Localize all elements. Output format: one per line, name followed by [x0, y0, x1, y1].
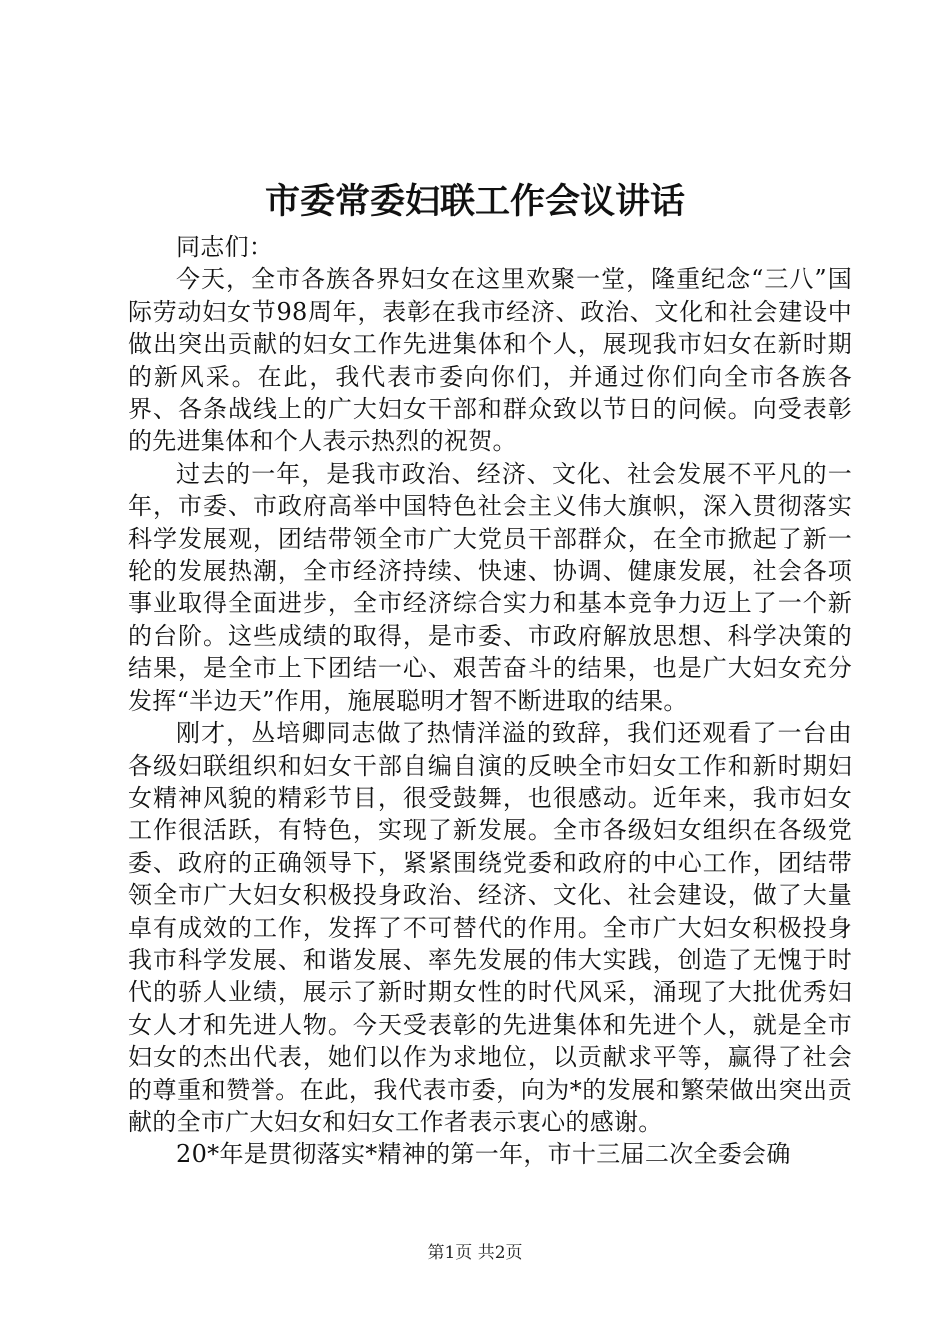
document-title: 市委常委妇联工作会议讲话 — [264, 181, 685, 222]
document-body — [128, 231, 852, 1171]
salutation: 同志们： — [176, 233, 274, 261]
page-number-footer: 第1页 共2页 — [427, 1243, 523, 1263]
paragraph-2: 过去的一年，是我市政治、经济、文化、社会发展不平凡的一年，市委、市政府高举中国特色社会主义伟大旗帜，深入贯彻落实科学发展观，团结带领全市广大党员干部群众，在全市掀起了新一轮的发展热潮，全市经济持续、快速、协调、健康发展，社会各项事业取得全面进步，全市经济综合实力和基本竞争力迈上了一个新的台阶。这些成绩的取得，是市委、市政府解放思想、科学决策的结果，是全市上下团结一心、艰苦奋斗的结果，也是广大妇女充分发挥“半边天”作用，施展聪明才智不断进取的结果。 — [128, 459, 852, 715]
paragraph-1: 今天，全市各族各界妇女在这里欢聚一堂，隆重纪念“三八”国际劳动妇女节98周年，表彰在我市经济、政治、文化和社会建设中做出突出贡献的妇女工作先进集体和个人，展现我市妇女在新时期的新风采。在此，我代表市委向你们，并通过你们向全市各族各界、各条战线上的广大妇女干部和群众致以节日的问候。向受表彰的先进集体和个人表示热烈的祝贺。 — [128, 265, 852, 456]
paragraph-4: 20*年是贯彻落实*精神的第一年，市十三届二次全委会确 — [176, 1140, 791, 1169]
paragraph-3: 刚才，丛培卿同志做了热情洋溢的致辞，我们还观看了一台由各级妇联组织和妇女干部自编自演的反映全市妇女工作和新时期妇女精神风貌的精彩节目，很受鼓舞，也很感动。近年来，我市妇女工作很活跃，有特色，实现了新发展。全市各级妇女组织在各级党委、政府的正确领导下，紧紧围绕党委和政府的中心工作，团结带领全市广大妇女积极投身政治、经济、文化、社会建设，做了大量卓有成效的工作，发挥了不可替代的作用。全市广大妇女积极投身我市科学发展、和谐发展、率先发展的伟大实践，创造了无愧于时代的骄人业绩，展示了新时期女性的时代风采，涌现了大批优秀妇女人才和先进人物。今天受表彰的先进集体和先进个人，就是全市妇女的杰出代表，她们以作为求地位，以贡献求平等，赢得了社会的尊重和赞誉。在此，我代表市委，向为*的发展和繁荣做出突出贡献的全市广大妇女和妇女工作者表示衷心的感谢。 — [128, 719, 852, 1136]
